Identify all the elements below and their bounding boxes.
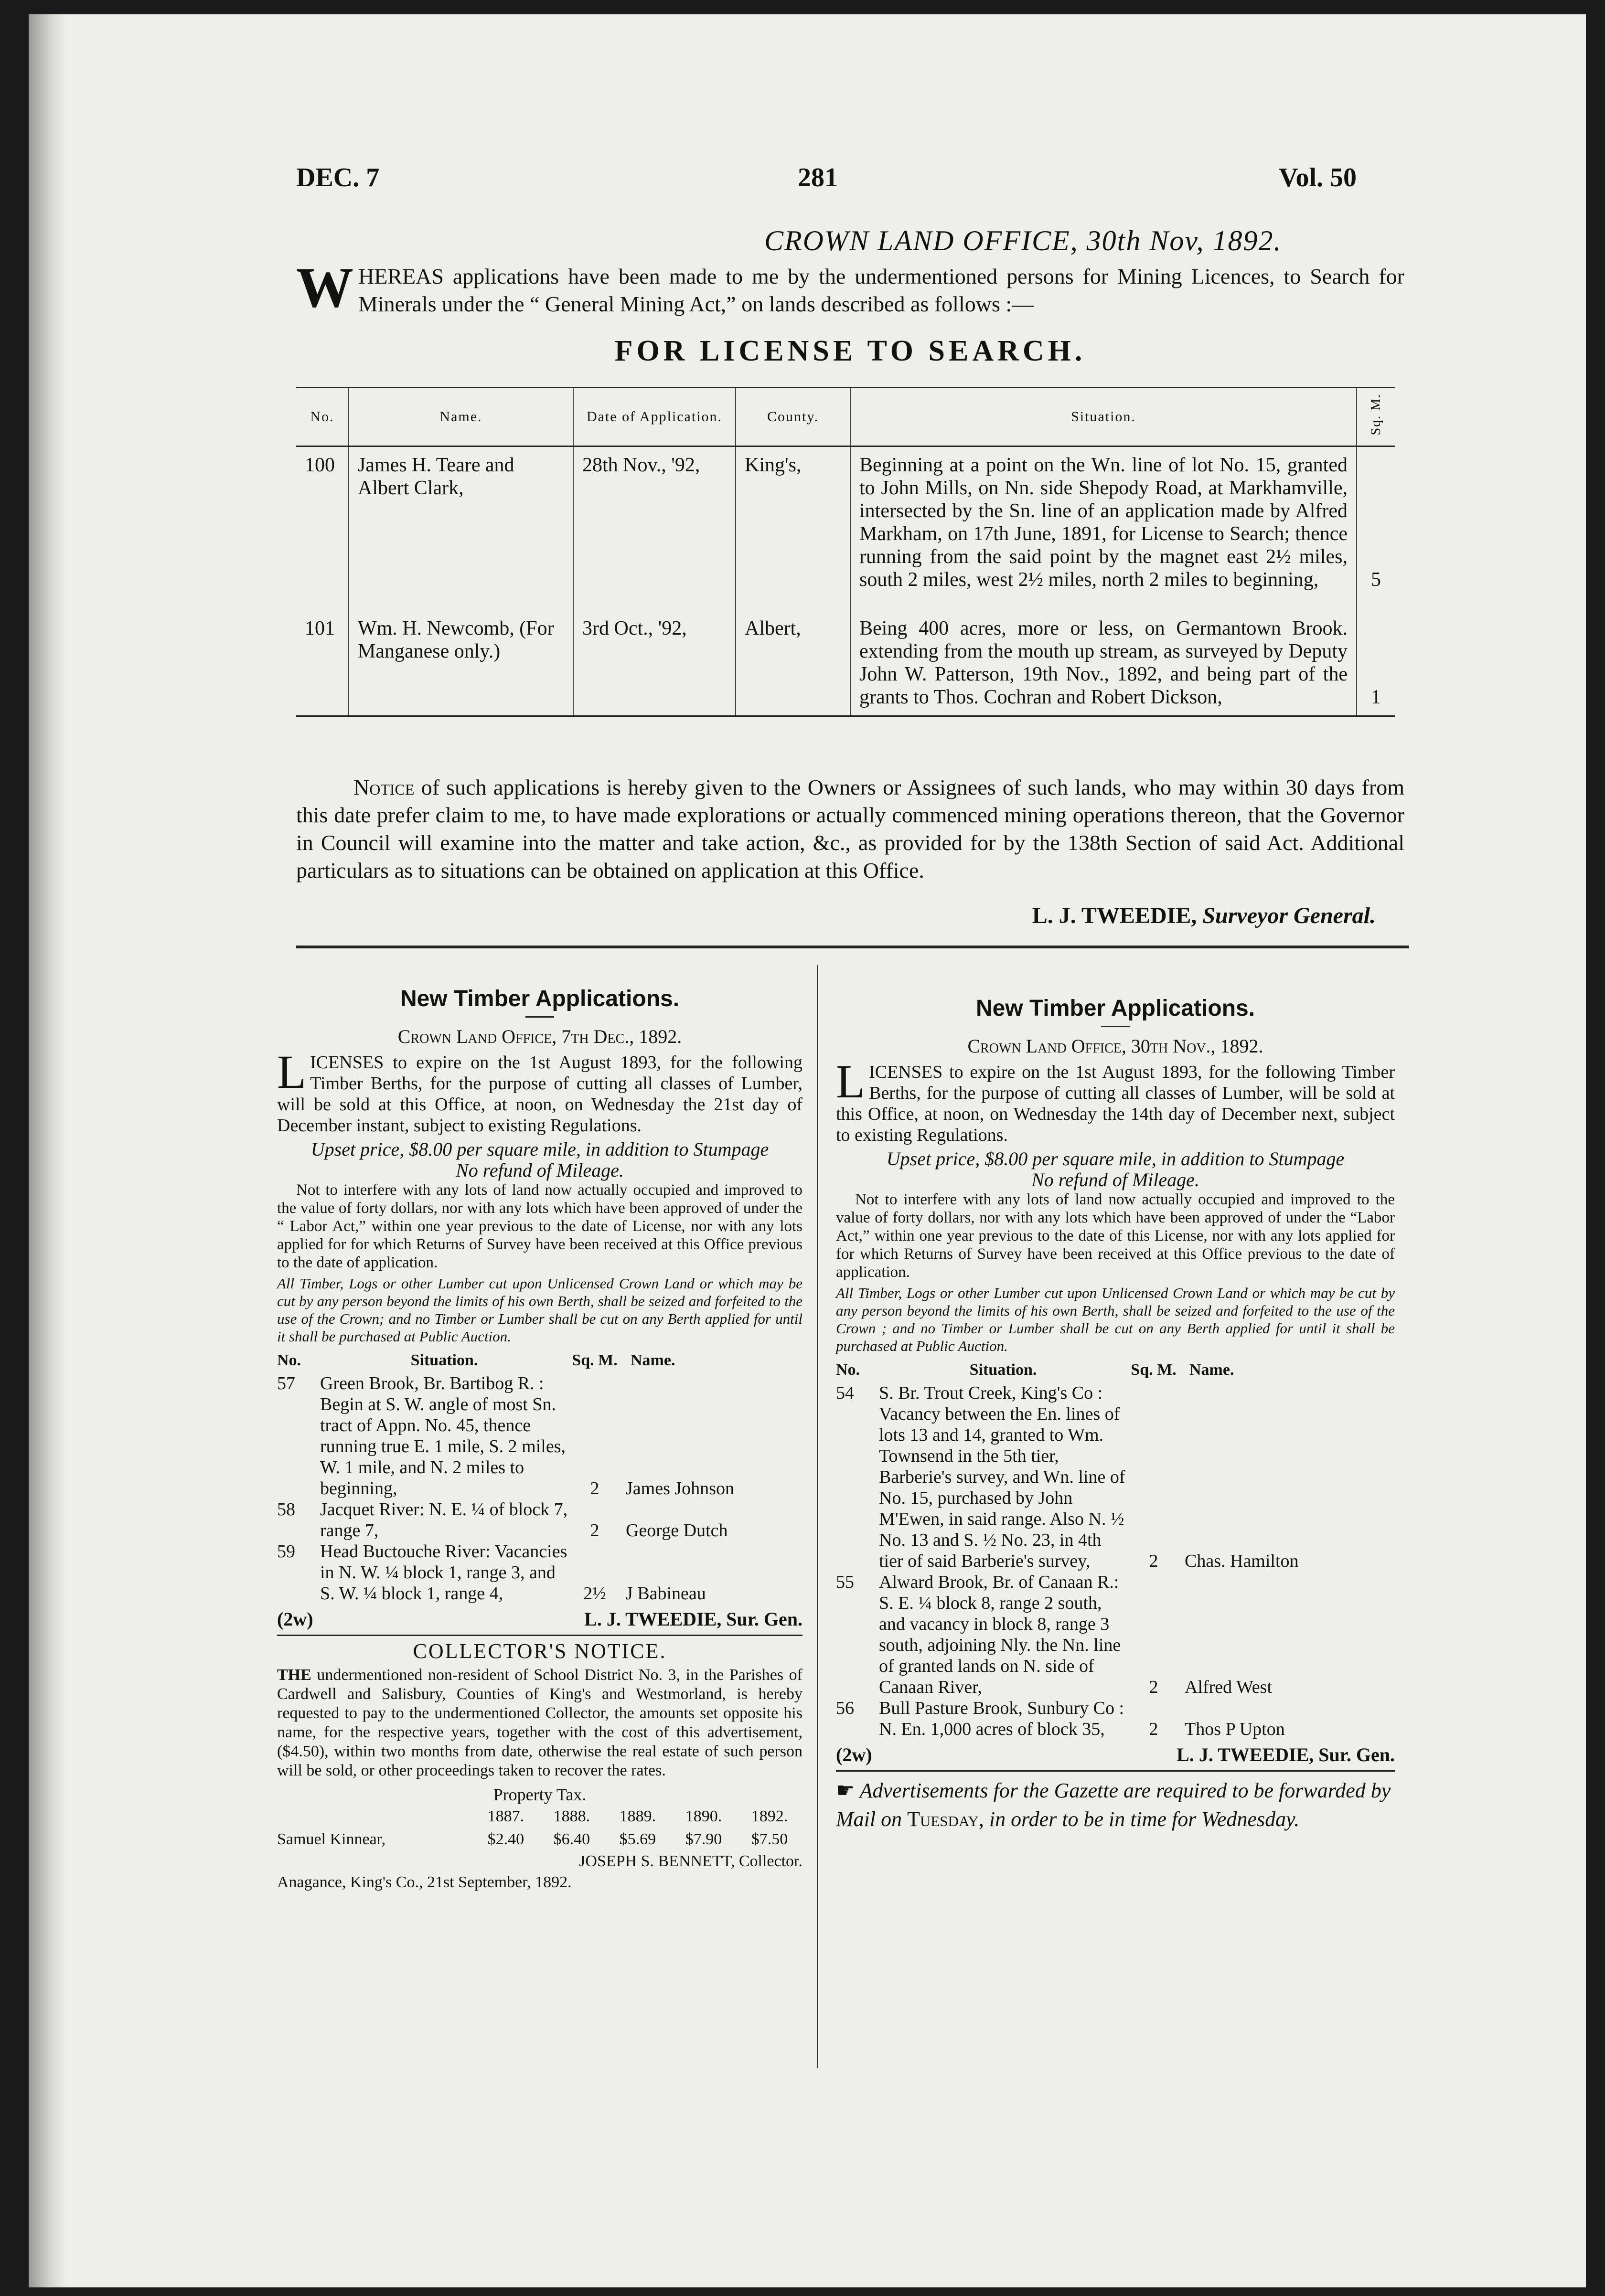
row-no: 59 [277,1541,295,1562]
advertisement-notice [836,1776,1395,1834]
left-column [277,986,802,1893]
header-page-number: 281 [798,163,838,192]
table-row [296,610,1395,716]
page-header [296,162,1357,205]
table-row [836,1698,1395,1740]
notice-paragraph [296,774,1404,884]
row-name: Thos P Upton [1185,1719,1285,1739]
row-sq: 2 [590,1520,599,1541]
row-name: J Babineau [626,1584,706,1604]
row-situation: Jacquet River: N. E. ¼ of block 7, range 7, [320,1499,568,1541]
tax-amount: $2.40 [487,1830,524,1848]
timber-left-header [277,1348,802,1373]
col-situation: Situation. [850,388,1357,446]
right-column [836,998,1395,1834]
tax-year: 1892. [751,1807,788,1825]
row-situation: Bull Pasture Brook, Sunbury Co : N. En. 1,000 acres of block 35, [879,1698,1124,1739]
col-situation: Situation. [969,1361,1037,1379]
col-sq-label: Sq. M. [1368,393,1383,436]
col-no: No. [836,1361,860,1379]
table-row [277,1373,802,1499]
collector-name: JOSEPH S. BENNETT, Collector. [579,1852,802,1870]
timber-left-upset: Upset price, $8.00 per square mile, in addition to Stumpage [310,1138,769,1160]
advert-rule [836,1770,1395,1772]
row-situation: Green Brook, Br. Bartibog R. : Begin at S. W. angle of most Sn. tract of Appn. No. 45, thence running true E. 1 mile, S. 2 miles, W. 1 mile, and N. 2 miles to beginning, [320,1373,566,1499]
row-sq: 5 [1357,446,1395,611]
pointing-hand-icon: ☛ [836,1779,855,1802]
row-county: Albert, [736,610,850,716]
table-row [836,1382,1395,1572]
timber-right-signature [836,1744,1395,1765]
tax-amount: $7.90 [685,1830,722,1848]
gazette-page [29,14,1586,2287]
advert-text-b: in order to be in time for Wednesday. [989,1807,1300,1831]
timber-right-title: New Timber Applications. [975,996,1255,1021]
signature-name: L. J. TWEEDIE, [1032,903,1197,928]
row-no: 54 [836,1383,854,1403]
col-no: No. [277,1351,301,1369]
header-volume: Vol. 50 [1279,163,1357,192]
row-no: 55 [836,1572,854,1592]
row-situation: Being 400 acres, more or less, on Germantown Brook. extending from the mouth up stream, as surveyed by Deputy John W. Patterson, 19th Nov., 1892, and being part of the grants to Thos. Cochran and Robert Dickson, [850,610,1357,716]
col-sq [1357,388,1395,446]
row-name: Chas. Hamilton [1185,1551,1299,1571]
collector-text: undermentioned non-resident of School District No. 3, in the Parishes of Cardwell and Salisbury, Counties of King's and Westmorland, is hereby requested to pay to the undermentioned Collector, the amounts set opposite his name, for the respective years, together with the cost of this advertisement, ($4.50), within two months from date, otherwise the real estate of such person will be sold, or other proceedings taken to recover the rates. [277,1666,802,1779]
tax-person: Samuel Kinnear, [277,1830,386,1848]
signature-surveyor-general [1032,903,1376,929]
col-name: Name. [1189,1361,1234,1379]
timber-right-header [836,1358,1395,1382]
sig-left-code: (2w) [277,1608,313,1630]
collector-title: COLLECTOR'S NOTICE. [413,1639,667,1663]
license-table-header [296,388,1395,446]
collector-lead: THE [277,1666,311,1684]
column-divider [817,965,818,2068]
col-no: No. [296,388,349,446]
sig-right-name: L. J. TWEEDIE, Sur. Gen. [1177,1744,1395,1765]
table-row [277,1499,802,1541]
timber-left-table [277,1348,802,1604]
row-date: 3rd Oct., '92, [573,610,736,716]
tax-years-row [277,1805,802,1828]
table-row [836,1572,1395,1698]
tax-amount: $5.69 [619,1830,656,1848]
timber-right-note: All Timber, Logs or other Lumber cut upon Unlicensed Crown Land or which may be cut by any person beyond the limits of his own Berth, shall be seized and forfeited to the use of the Crown ; and no Timber or Lumber shall be cut on any Berth applied for until it shall be purchased at Public Auction. [836,1285,1395,1354]
row-name: Wm. H. Newcomb, (For Manganese only.) [349,610,573,716]
timber-right-office: Crown Land Office, 30th Nov., 1892. [967,1035,1263,1057]
col-name: Name. [349,388,573,446]
table-row [296,446,1395,611]
tax-amount: $7.50 [751,1830,788,1848]
collector-notice [277,1641,802,1893]
col-county: County. [736,388,850,446]
tax-year: 1890. [685,1807,722,1825]
row-situation: S. Br. Trout Creek, King's Co : Vacancy between the En. lines of lots 13 and 14, granted to Wm. Townsend in the 5th tier, Barberie's survey, and Wn. line of No. 15, purchased by John M'Ewen, in said range. Also N. ½ No. 13 and S. ½ No. 23, in 4th tier of said Barberie's survey, [879,1383,1125,1571]
row-name: Alfred West [1185,1677,1273,1697]
timber-left-office: Crown Land Office, 7th Dec., 1892. [397,1026,682,1047]
col-situation: Situation. [410,1351,478,1369]
timber-right-refund: No refund of Mileage. [1031,1169,1199,1191]
row-situation: Beginning at a point on the Wn. line of lot No. 15, granted to John Mills, on Nn. side Shepody Road, at Markhamville, intersected by the Sn. line of an application made by Alfred Markham, on 17th June, 1891, for License to Search; thence running from the said point by the magnet east 2½ miles, south 2 miles, west 2½ miles, north 2 miles to beginning, [850,446,1357,611]
tax-heading: Property Tax. [493,1785,587,1804]
row-no: 58 [277,1499,295,1520]
header-date: DEC. 7 [296,163,380,192]
row-situation: Alward Brook, Br. of Canaan R.: S. E. ¼ block 8, range 2 south, and vacancy in block 8, range 3 south, adjoining Nly. the Nn. line of granted lands on N. side of Canaan River, [879,1572,1121,1697]
tax-year: 1887. [487,1807,524,1825]
row-no: 101 [296,610,349,716]
notice-lead: Notice [353,775,415,799]
timber-left-signature [277,1609,802,1630]
whereas-text: HEREAS applications have been made to me by the undermentioned persons for Mining Licences, to Search for Minerals under the “ General Mining Act,” on lands described as follows :— [358,264,1404,316]
row-name: George Dutch [626,1520,728,1541]
timber-right-dropcap: L [836,1055,866,1108]
row-sq: 2 [1149,1677,1158,1697]
row-date: 28th Nov., '92, [573,446,736,611]
crown-land-office-line: CROWN LAND OFFICE, 30th Nov, 1892. [764,225,1282,256]
tax-amount: $6.40 [553,1830,590,1848]
row-name: James H. Teare and Albert Clark, [349,446,573,611]
row-sq: 2 [590,1478,599,1499]
row-sq: 2 [1149,1551,1158,1571]
row-no: 100 [305,454,335,476]
title-rule [1101,1026,1130,1027]
timber-right-table [836,1358,1395,1740]
timber-left-refund: No refund of Mileage. [456,1159,624,1181]
dropcap-w: W [296,255,353,319]
tax-amounts-row [277,1828,802,1851]
timber-left-intro-paragraph [277,1045,802,1136]
tax-table [277,1805,802,1851]
col-date: Date of Application. [573,388,736,446]
advert-text-a: Advertisements for the Gazette are required to be forwarded by Mail on [836,1779,1391,1831]
timber-left-dropcap: L [277,1045,307,1098]
collector-body [277,1666,802,1780]
row-sq: 2½ [583,1584,606,1604]
col-name: Name. [631,1351,675,1369]
tax-year: 1888. [553,1807,590,1825]
title-rule [525,1016,554,1018]
row-no: 57 [277,1373,295,1393]
timber-right-intro-paragraph [836,1055,1395,1146]
timber-left-intro: ICENSES to expire on the 1st August 1893, for the following Timber Berths, for the purpose of cutting all classes of Lumber, will be sold at this Office, at noon, on Wednesday the 21st day of December instant, subject to existing Regulations. [277,1052,802,1136]
tax-year: 1889. [619,1807,656,1825]
table-row [277,1541,802,1604]
timber-left-note: All Timber, Logs or other Lumber cut upon Unlicensed Crown Land or which may be cut by any person beyond the limits of his own Berth, shall be seized and forfeited to the use of the Crown; and no Timber or Lumber shall be cut on any Berth applied for until it shall be purchased at Public Auction. [277,1275,802,1345]
col-sq: Sq. M. [572,1351,618,1369]
sig-left-name: L. J. TWEEDIE, Sur. Gen. [584,1608,802,1630]
row-name: James Johnson [626,1478,734,1499]
notice-text: of such applications is hereby given to the Owners or Assignees of such lands, who may within 30 days from this date prefer claim to me, to have made explorations or actually commenced mining operations thereon, that the Governor in Council will examine into the matter and take action, &c., as provided for by the 138th Section of said Act. Additional particulars as to situations can be obtained on application at this Office. [296,775,1404,882]
col-sq: Sq. M. [1131,1361,1177,1379]
row-sq: 1 [1357,610,1395,716]
timber-right-interfere: Not to interfere with any lots of land now actually occupied and improved to the value of forty dollars, nor with any lots which have been approved of under the “Labor Act,” within one year previous to the date of this License, nor with any lots applied for for which Returns of Survey have been received at this Office previous to the date of application. [836,1191,1395,1281]
row-no: 56 [836,1698,854,1718]
timber-right-intro: ICENSES to expire on the 1st August 1893, for the following Timber Berths, for the purpose of cutting all classes of Lumber, will be sold at this Office, at noon, on Wednesday the 14th day of December next, subject to existing Regulations. [836,1062,1395,1145]
collector-rule [277,1635,802,1636]
timber-left-title: New Timber Applications. [400,986,680,1011]
collector-place: Anagance, King's Co., 21st September, 1892. [277,1873,572,1891]
row-county: King's, [736,446,850,611]
license-to-search-heading: FOR LICENSE TO SEARCH. [614,335,1086,367]
row-situation: Head Buctouche River: Vacancies in N. W. ¼ block 1, range 3, and S. W. ¼ block 1, range 4, [320,1541,567,1604]
row-sq: 2 [1149,1719,1158,1739]
sig-right-code: (2w) [836,1744,872,1765]
section-divider [296,946,1409,948]
whereas-paragraph [296,255,1404,319]
signature-title: Surveyor General. [1202,903,1376,928]
advert-day: Tuesday, [907,1807,984,1831]
timber-left-interfere: Not to interfere with any lots of land now actually occupied and improved to the value of forty dollars, nor with any lots which have been approved of under the “ Labor Act,” within one year previous to the date of License, nor with any lots applied for for which Returns of Survey have been received at this Office previous to the date of application. [277,1181,802,1271]
timber-right-upset: Upset price, $8.00 per square mile, in addition to Stumpage [886,1148,1345,1169]
license-table [296,387,1395,717]
